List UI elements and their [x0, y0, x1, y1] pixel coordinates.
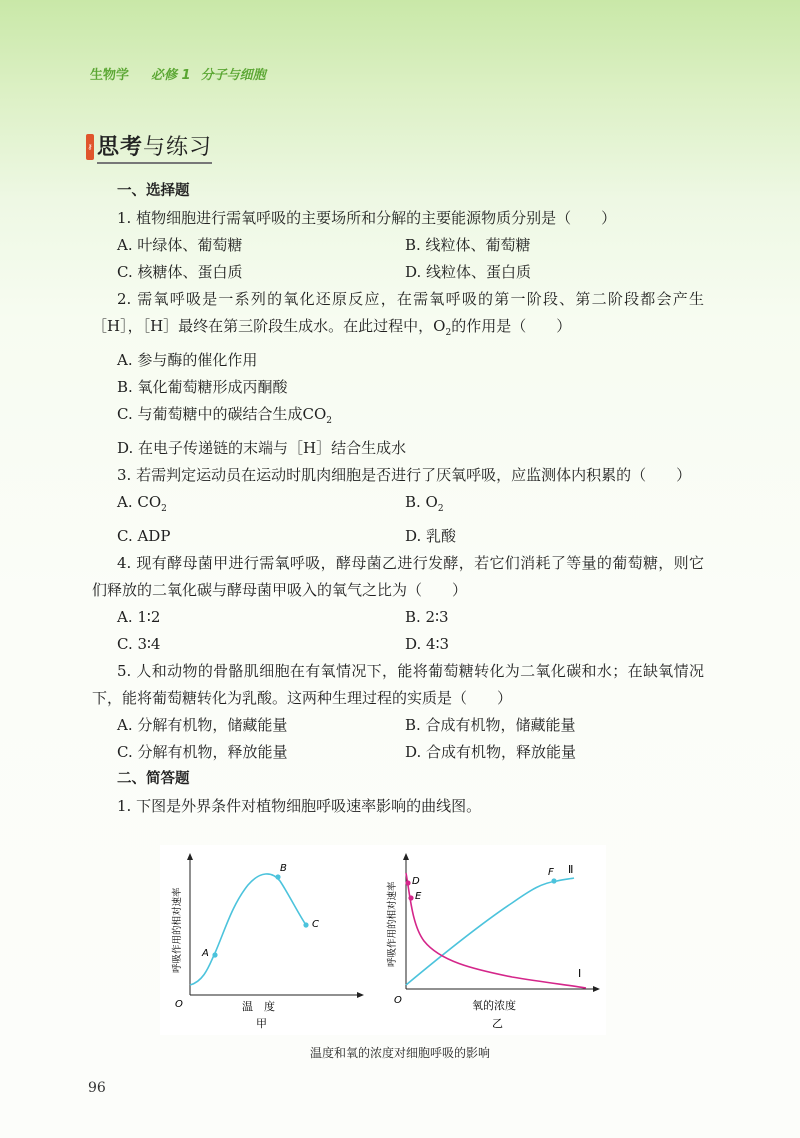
oxygen-graph — [382, 845, 606, 1035]
q5-stem: 5. 人和动物的骨骼肌细胞在有氧情况下，能将葡萄糖转化为二氧化碳和水；在缺氧情况下，能将葡萄糖转化为乳酸。这两种生理过程的实质是（ ） — [92, 662, 704, 707]
oxygen-x-arrow — [593, 986, 600, 992]
q4-option-a: A. 1∶2 — [117, 608, 161, 626]
q2-option-c-text: C. 与葡萄糖中的碳结合生成CO — [117, 405, 327, 423]
point-c-label: C — [312, 919, 319, 930]
q5-option-d: D. 合成有机物，释放能量 — [405, 743, 577, 761]
temperature-curve — [190, 874, 306, 985]
running-header — [90, 64, 266, 83]
point-f-label: F — [548, 867, 554, 878]
q3-option-d: D. 乳酸 — [405, 527, 457, 545]
q5-option-b: B. 合成有机物，储藏能量 — [405, 716, 576, 734]
oxygen-x-label: 氧的浓度 — [472, 999, 516, 1012]
q2-option-c — [117, 401, 704, 435]
part2-heading: 二、简答题 — [117, 771, 190, 787]
point-c-marker — [303, 922, 308, 927]
q3-option-a-text: A. CO — [117, 493, 162, 511]
part2-q1: 1. 下图是外界条件对植物细胞呼吸速率影响的曲线图。 — [117, 797, 482, 815]
section-title — [86, 130, 212, 164]
temp-origin-label: O — [175, 999, 183, 1010]
q3-stem: 3. 若需判定运动员在运动时肌肉细胞是否进行了厌氧呼吸，应监测体内积累的（ ） — [117, 466, 692, 484]
section-title-rest: 与练习 — [143, 135, 213, 160]
temp-panel-label: 甲 — [256, 1017, 267, 1030]
q3-option-a-sub: 2 — [161, 504, 167, 514]
point-f-marker — [551, 878, 556, 883]
key-icon: ⚷ — [86, 134, 94, 160]
oxygen-y-label: 呼吸作用的相对速率 — [387, 881, 398, 967]
q2-option-a: A. 参与酶的催化作用 — [117, 351, 258, 369]
q1-option-a: A. 叶绿体、葡萄糖 — [117, 236, 243, 254]
point-b-label: B — [280, 863, 287, 874]
q3-option-b — [405, 489, 705, 523]
section-title-bold: 思考 — [97, 135, 144, 160]
q5-options — [117, 712, 704, 766]
q3-option-b-text: B. O — [405, 493, 438, 511]
temperature-graph — [160, 845, 384, 1035]
point-d-marker — [405, 880, 410, 885]
point-e-marker — [408, 895, 413, 900]
header-subject: 生物学 — [90, 68, 130, 83]
curve-i-label: Ⅰ — [578, 967, 582, 980]
q4-stem: 4. 现有酵母菌甲进行需氧呼吸，酵母菌乙进行发酵，若它们消耗了等量的葡萄糖，则它们释放的二氧化碳与酵母菌甲吸入的氧气之比为（ ） — [92, 554, 704, 599]
q2-stem-a: 2. 需氧呼吸是一系列的氧化还原反应，在需氧呼吸的第一阶段、第二阶段都会产生［H］，［H］最终在第三阶段生成水。在此过程中，O — [92, 290, 704, 335]
part1-heading: 一、选择题 — [117, 183, 190, 199]
q1-option-b: B. 线粒体、葡萄糖 — [405, 236, 531, 254]
temp-y-arrow — [187, 853, 193, 860]
q1-option-d: D. 线粒体、蛋白质 — [405, 263, 532, 281]
q4-options — [117, 604, 704, 658]
header-book: 分子与细胞 — [200, 68, 266, 83]
temp-x-label: 温 度 — [242, 1000, 275, 1013]
q2-option-d: D. 在电子传递链的末端与［H］结合生成水 — [117, 439, 407, 457]
q2-option-c-sub: 2 — [326, 416, 332, 426]
curve-ii-label: Ⅱ — [568, 863, 574, 876]
page-number: 96 — [88, 1080, 106, 1096]
figure-caption: 温度和氧的浓度对细胞呼吸的影响 — [309, 1046, 490, 1060]
q1-option-c: C. 核糖体、蛋白质 — [117, 263, 243, 281]
oxygen-origin-label: O — [394, 995, 402, 1006]
figure-panel-oxygen — [382, 845, 606, 1035]
point-e-label: E — [415, 891, 422, 902]
point-d-label: D — [412, 876, 420, 887]
temp-y-label: 呼吸作用的相对速率 — [172, 887, 183, 973]
q5-option-a: A. 分解有机物，储藏能量 — [117, 716, 288, 734]
q3-option-b-sub: 2 — [437, 504, 444, 514]
q3-option-c: C. ADP — [117, 527, 171, 545]
q2-stem — [92, 286, 704, 347]
oxygen-y-arrow — [403, 853, 409, 860]
header-volume: 必修 1 — [151, 68, 191, 83]
exercise-content — [92, 178, 704, 820]
point-b-marker — [275, 874, 280, 879]
q5-option-c: C. 分解有机物，释放能量 — [117, 743, 288, 761]
q2-option-b: B. 氧化葡萄糖形成丙酮酸 — [117, 378, 288, 396]
curve-i-anaerobic — [406, 873, 586, 988]
oxygen-panel-label: 乙 — [492, 1017, 503, 1030]
q1-options — [117, 232, 704, 286]
curve-ii-aerobic — [406, 878, 574, 985]
q3-options — [117, 489, 704, 550]
point-a-label: A — [202, 948, 209, 959]
respiration-figure — [160, 845, 620, 1040]
q1-stem: 1. 植物细胞进行需氧呼吸的主要场所和分解的主要能源物质分别是（ ） — [117, 209, 617, 227]
temp-x-arrow — [357, 992, 364, 998]
q4-option-d: D. 4∶3 — [405, 635, 450, 653]
q2-stem-b: 的作用是（ ） — [451, 317, 572, 335]
q2-stem-sub: 2 — [445, 328, 452, 338]
point-a-marker — [212, 952, 217, 957]
figure-panel-temperature — [160, 845, 384, 1035]
q3-option-a — [117, 489, 405, 523]
q4-option-b: B. 2∶3 — [405, 608, 449, 626]
q4-option-c: C. 3∶4 — [117, 635, 161, 653]
